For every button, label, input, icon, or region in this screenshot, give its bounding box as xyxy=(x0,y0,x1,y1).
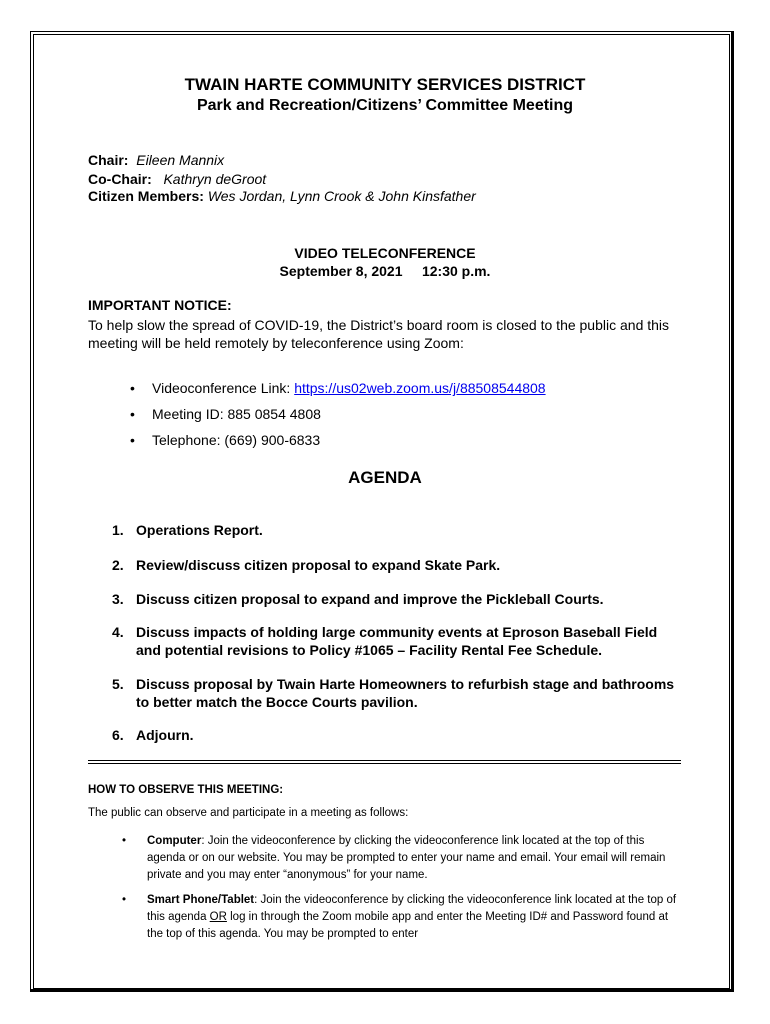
notice-text: To help slow the spread of COVID-19, the District’s board room is closed to the public and this meeting will be held remotely by teleconference using Zoom: xyxy=(88,317,670,351)
list-item xyxy=(130,432,320,448)
agenda-item-text: Discuss proposal by Twain Harte Homeowners to refurbish stage and bathrooms to better match the Bocce Courts pavilion. xyxy=(136,676,675,710)
bullet-icon: • xyxy=(130,406,135,422)
meeting-datetime xyxy=(0,263,770,279)
phone-or: OR xyxy=(209,911,227,923)
divider xyxy=(88,760,681,761)
chair-label: Chair: xyxy=(88,152,129,168)
agenda-item-text: Discuss impacts of holding large community events at Eproson Baseball Field and potential revisions to Policy #1065 – Facility Rental Fee Schedule. xyxy=(136,624,658,658)
phone-label: Smart Phone/Tablet xyxy=(147,894,255,906)
cochair-label: Co-Chair: xyxy=(88,171,152,187)
agenda-item-text: Review/discuss citizen proposal to expand Skate Park. xyxy=(136,557,501,573)
list-item xyxy=(130,380,546,396)
computer-label: Computer xyxy=(147,835,202,847)
divider xyxy=(88,763,681,764)
bullet-icon: • xyxy=(122,894,127,906)
agenda-item-text: Adjourn. xyxy=(136,727,194,743)
bullet-icon: • xyxy=(122,835,127,847)
cochair-line xyxy=(88,171,266,187)
computer-text: : Join the videoconference by clicking the videoconference link located at the top of this agenda or on our website. You may be prompted to enter your name and email. Your email will remain private and you may enter “anonymous” for your name. xyxy=(147,835,666,881)
meeting-time: 12:30 p.m. xyxy=(421,263,491,279)
meeting-subtitle: Park and Recreation/Citizens’ Committee Meeting xyxy=(196,97,574,114)
agenda-item-text: Operations Report. xyxy=(136,522,263,538)
meeting-id: Meeting ID: 885 0854 4808 xyxy=(152,406,321,422)
agenda-item-number: 1. xyxy=(112,522,124,538)
computer-instructions xyxy=(147,833,682,884)
cochair-name: Kathryn deGroot xyxy=(163,171,267,187)
agenda-item-number: 4. xyxy=(112,624,124,640)
citizens-line xyxy=(88,188,476,204)
phone-instructions xyxy=(147,892,682,943)
chair-name: Eileen Mannix xyxy=(136,152,225,168)
telephone: Telephone: (669) 900-6833 xyxy=(152,432,321,448)
agenda-item-text: Discuss citizen proposal to expand and improve the Pickleball Courts. xyxy=(136,591,604,607)
videoconference-link[interactable]: https://us02web.zoom.us/j/88508544808 xyxy=(294,380,546,396)
agenda-heading: AGENDA xyxy=(348,468,422,487)
district-title: TWAIN HARTE COMMUNITY SERVICES DISTRICT xyxy=(184,75,586,94)
citizens-label: Citizen Members: xyxy=(88,188,204,204)
agenda-item-number: 2. xyxy=(112,557,124,573)
chair-line xyxy=(88,152,224,168)
meeting-date: September 8, 2021 xyxy=(279,263,403,279)
link-label: Videoconference Link: xyxy=(152,380,295,396)
observe-heading: HOW TO OBSERVE THIS MEETING: xyxy=(88,784,284,796)
phone-text-2: log in through the Zoom mobile app and enter the Meeting ID# and Password found at the top of this agenda. You may be prompted to enter xyxy=(147,911,669,940)
agenda-item-number: 3. xyxy=(112,591,124,607)
meeting-type: VIDEO TELECONFERENCE xyxy=(294,245,476,261)
list-item xyxy=(130,406,321,422)
phone-text-1: : Join the videoconference by clicking the videoconference link located at the top of this agenda xyxy=(147,894,677,923)
observe-intro: The public can observe and participate in a meeting as follows: xyxy=(88,807,409,819)
citizens-names: Wes Jordan, Lynn Crook & John Kinsfather xyxy=(207,188,476,204)
bullet-icon: • xyxy=(130,432,135,448)
bullet-icon: • xyxy=(130,380,135,396)
notice-heading: IMPORTANT NOTICE: xyxy=(88,297,232,313)
agenda-item-number: 6. xyxy=(112,727,124,743)
agenda-item-number: 5. xyxy=(112,676,124,692)
